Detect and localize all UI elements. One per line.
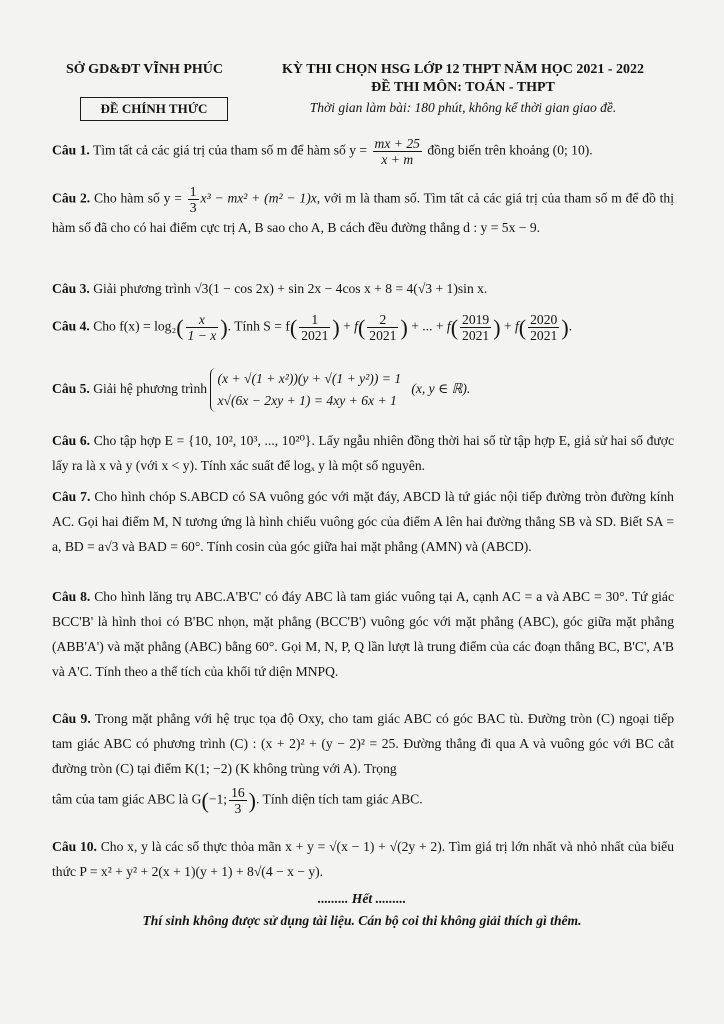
question-7 [52, 484, 674, 559]
footer-note: Thí sinh không được sử dụng tài liệu. Cán bộ coi thi không giải thích gì thêm. [142, 913, 582, 928]
question-4: Câu 4. Cho f(x) = log₂( $\frac{x}{1 - x}$ ). Tính S = f( $\frac{1}{2021}$ ) + f( $\frac{2}{2021}$ ) + ... + f( $\frac{2019}{2021}$ ) + f( $\frac{2020}{2021}$ ). [52, 312, 573, 343]
question-5 [52, 368, 674, 412]
equation-system [210, 368, 401, 412]
fraction: $\frac{x}{1 - x}$ [187, 312, 217, 343]
question-label: Câu 1. [52, 142, 90, 158]
question-2 [52, 184, 674, 240]
equation-2: x√(6x − 2xy + 1) = 4xy + 6x + 1 [217, 393, 397, 408]
question-label: Câu 8. [52, 589, 91, 604]
question-10 [52, 834, 674, 884]
question-9 [52, 706, 674, 816]
question-1 [52, 136, 674, 167]
question-label: Câu 4. [52, 318, 90, 334]
expression: x³ − mx² + (m² − 1)x [200, 190, 317, 206]
fraction-term: $\frac{2}{2021}$ [369, 312, 397, 343]
question-text: Cho f(x) = log₂ [93, 318, 177, 334]
official-badge: ĐỀ CHÍNH THỨC [80, 97, 228, 121]
question-3 [52, 276, 674, 301]
fraction: $\frac{1}{3}$ [189, 184, 197, 215]
exam-header [258, 62, 668, 116]
question-label: Câu 2. [52, 190, 91, 206]
question-label: Câu 5. [52, 381, 90, 397]
fraction-term: $\frac{2020}{2021}$ [530, 312, 558, 343]
exam-title: KỲ THI CHỌN HSG LỚP 12 THPT NĂM HỌC 2021 - 2022 [281, 62, 645, 77]
end-marker: ......... Hết ......... [317, 891, 407, 906]
question-label: Câu 6. [52, 433, 91, 448]
department-name: SỞ GD&ĐT VĨNH PHÚC [66, 62, 224, 77]
equation-1: (x + √(1 + x²))(y + √(1 + y²)) = 1 [217, 371, 402, 386]
question-text-line: tâm của tam giác ABC là G(−1; $\frac{16}{3}$ ). Tính diện tích tam giác ABC. [52, 785, 423, 816]
question-text: Tìm tất cả các giá trị của tham số m để hàm số y = [92, 142, 368, 158]
question-text: Cho hàm số y = [94, 190, 182, 206]
question-text: đồng biến trên khoảng (0; 10). [427, 142, 593, 158]
question-text: (x, y ∈ ℝ). [411, 381, 471, 397]
exam-subject: ĐỀ THI MÔN: TOÁN - THPT [371, 80, 555, 95]
fraction-term: $\frac{1}{2021}$ [301, 312, 329, 343]
fraction-term: $\frac{2019}{2021}$ [462, 312, 490, 343]
fraction: $\frac{mx + 25}{x + m}$ [374, 136, 420, 167]
question-text: . Tính S = f [227, 318, 290, 334]
question-text: Cho hình chóp S.ABCD có SA vuông góc với mặt đáy, ABCD là tứ giác nội tiếp đường tròn đường kính AC. Gọi hai điểm M, N tương ứng là hình chiếu vuông góc của điểm A lên hai đường thẳng SB và SD. Biết SA = a, BD = a√3 và BAD = 60°. Tính cosin của góc giữa hai mặt phẳng (AMN) và (ABCD). [52, 489, 674, 554]
question-text: Cho tập hợp E = {10, 10², 10³, ..., 10²⁰}. Lấy ngẫu nhiên đồng thời hai số từ tập hợp E, giả sử hai số được lấy ra là x và y (với x < y). Tính xác suất để logₓ y là một số nguyên. [52, 433, 674, 473]
question-8 [52, 584, 674, 684]
question-text: Cho hình lăng trụ ABC.A'B'C' có đáy ABC là tam giác vuông tại A, cạnh AC = a và ABC = 30°. Tứ giác BCC'B' là hình thoi có B'BC nhọn, mặt phẳng (BCC'B') vuông góc với mặt phẳng (ABC), góc giữa mặt phẳng (ABB'A') và mặt phẳng (ABC) bằng 60°. Gọi M, N, P, Q lần lượt là trung điểm của các đoạn thẳng BC, B'C', A'B và A'C. Tính theo a thể tích của khối tứ diện MNPQ. [52, 589, 674, 679]
question-label: Câu 10. [52, 839, 97, 854]
question-text: , với m là tham số. Tìm tất cả các giá trị của tham số m để đồ thị hàm số đã cho có hai điểm cực trị A, B sao cho A, B cách đều đường thẳng d : y = 5x − 9. [52, 190, 674, 235]
question-text: Giải phương trình √3(1 − cos 2x) + sin 2x − 4cos x + 8 = 4(√3 + 1)sin x. [93, 281, 488, 296]
question-label: Câu 3. [52, 281, 90, 296]
question-6 [52, 428, 674, 478]
question-text: Cho x, y là các số thực thỏa mãn x + y = √(x − 1) + √(2y + 2). Tìm giá trị lớn nhất và nhỏ nhất của biểu thức P = x² + y² + 2(x + 1)(y + 1) + 8√(4 − x − y). [52, 839, 674, 879]
question-label: Câu 7. [52, 489, 91, 504]
exam-time-note: Thời gian làm bài: 180 phút, không kể thời gian giao đề. [309, 100, 617, 115]
question-label: Câu 9. [52, 711, 91, 726]
fraction: $\frac{16}{3}$ [231, 785, 245, 816]
question-text: Trong mặt phẳng với hệ trục tọa độ Oxy, cho tam giác ABC có góc BAC tù. Đường tròn (C) ngoại tiếp tam giác ABC có phương trình (C) : (x + 2)² + (y − 2)² = 25. Đường thẳng đi qua A và vuông góc với BC cắt đường tròn (C) tại điểm K(1; −2) (K không trùng với A). Trọng [52, 711, 674, 776]
question-text: Giải hệ phương trình [93, 381, 208, 397]
